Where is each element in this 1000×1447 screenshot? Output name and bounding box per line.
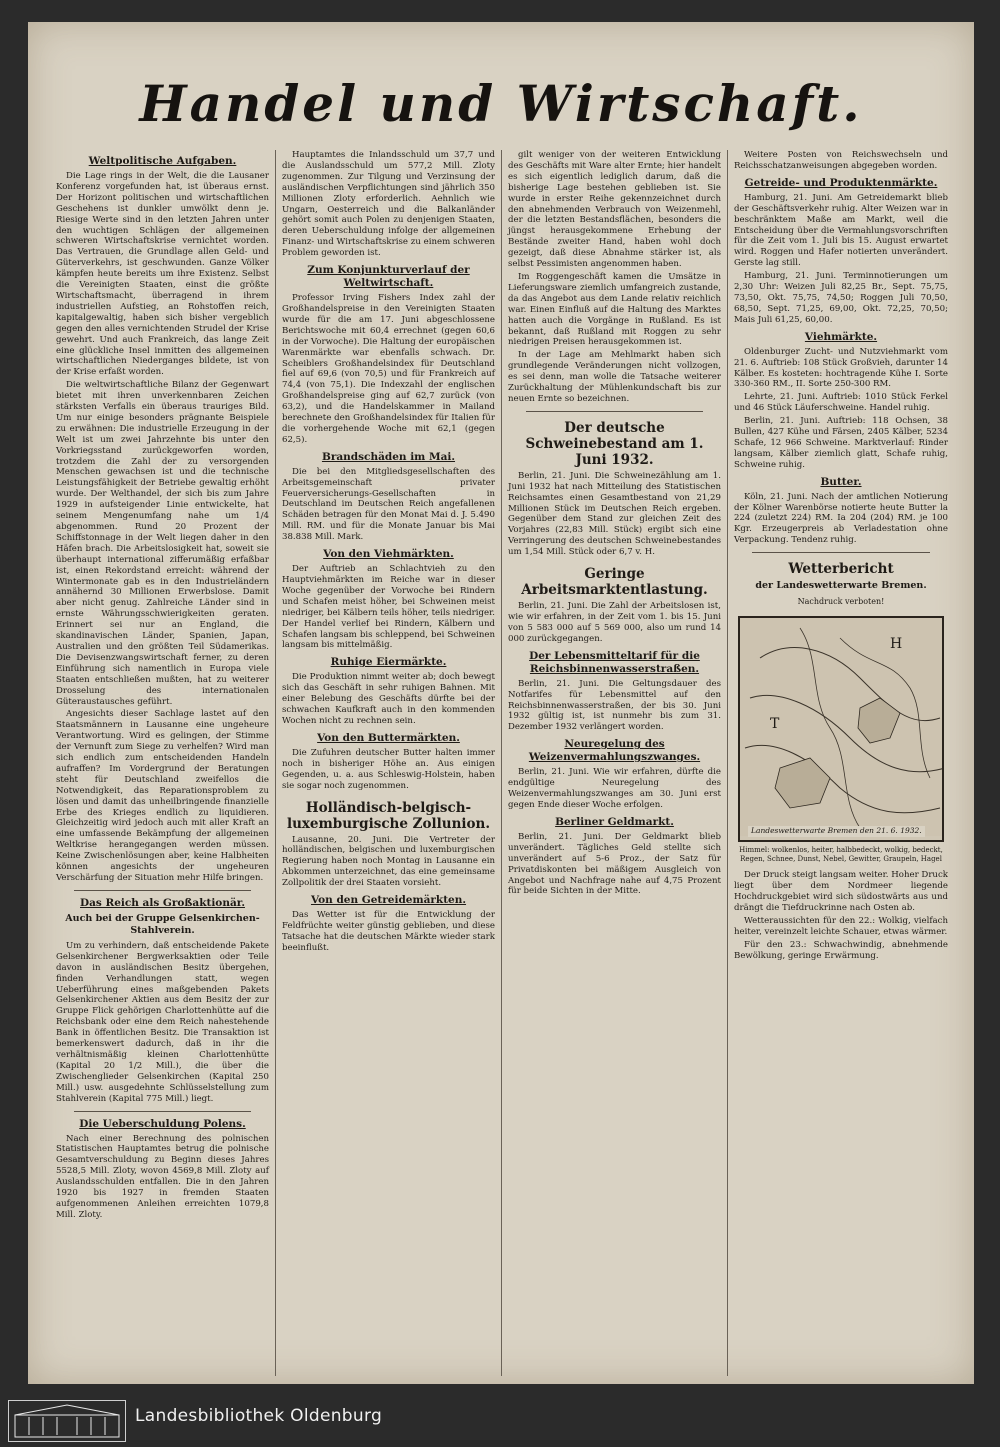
article-heading: Berliner Geldmarkt. xyxy=(555,815,674,828)
newspaper-page xyxy=(28,22,974,1384)
paragraph: Weitere Posten von Reichswechseln und Reichsschatzanweisungen abgegeben worden. xyxy=(734,150,948,171)
paragraph: Oldenburger Zucht- und Nutzviehmarkt vom 21. 6. Auftrieb: 108 Stück Großvieh, darunter 14 Kälber. Es kosteten: hochtragende Kühe I. Sorte 330-360 RM., II. Sorte 250-300 RM. xyxy=(734,346,948,390)
paragraph: In der Lage am Mehlmarkt haben sich grundlegende Veränderungen nicht vollzogen, es sei denn, man wolle die Tatsache weiterer Zurückhaltung der Mühlenkundschaft bis zur neuen Ernte so bezeichnen. xyxy=(508,350,721,404)
divider xyxy=(74,890,251,891)
article-heading: Ruhige Eiermärkte. xyxy=(330,656,447,669)
paragraph: Der Druck steigt langsam weiter. Hoher Druck liegt über dem Nordmeer liegende Hochdruckgebiet wird sich südostwärts aus und drängt die Tiefdruckrinne nach Osten ab. xyxy=(734,870,948,913)
paragraph: Die bei den Mitgliedsgesellschaften des Arbeitsgemeinschaft privater Feuerversicherungs-Gesellschaften in Deutschland im Deutschen Reich angefallenen Schäden betragen für den Monat Mai d. J. 5.490 Mill. RM. und für die Monate Januar bis Mai 38.838 Mill. Mark. xyxy=(282,466,495,543)
weather-heading: Wetterbericht xyxy=(788,561,894,578)
paragraph: Hamburg, 21. Juni. Terminnotierungen um 2,30 Uhr: Weizen Juli 82,25 Br., Sept. 75,75, 73,50, Okt. 75,75, 74,50; Roggen Juli 70,50, 68,50, Sept. 71,25, 69,00, Okt. 72,25, 70,50; Mais Juli 61,25, 60,00. xyxy=(734,271,948,325)
column-2 xyxy=(276,150,502,1376)
divider xyxy=(74,1111,251,1112)
paragraph: Der Auftrieb an Schlachtvieh zu den Hauptviehmärkten im Reiche war in dieser Woche gegenüber der Vorwoche bei Rindern und Schafen meist höher, bei Schweinen meist niedriger, bei Kälbern teils höher, teils niedriger. Der Handel verlief bei Rindern, Kälbern und Schafen langsam bis schleppend, bei Schweinen langsam bis mittelmäßig. xyxy=(282,564,495,651)
article-heading: Das Reich als Großaktionär. xyxy=(80,896,245,909)
article-heading: Butter. xyxy=(820,475,862,488)
divider xyxy=(752,552,930,553)
library-logo xyxy=(8,1400,126,1442)
paragraph: Lausanne, 20. Juni. Die Vertreter der holländischen, belgischen und luxemburgischen Regierung haben noch Montag in Lausanne ein Abkommen unterzeichnet, das eine gemeinsame Zollpolitik der drei Staaten vorsieht. xyxy=(282,834,495,889)
paragraph: Die Lage rings in der Welt, die die Lausaner Konferenz vorgefunden hat, ist überaus ernst. Der Horizont politischen und wirtschaftlichen Geschehens ist dunkler umwölkt denn je. Riesige Werte sind in den letzten Jahren unter den wuchtigen Schlägen der allgemeinen schweren Wirtschaftskrise vernichtet worden. Das Vertrauen, die Grundlage allen Geld- und Güterverkehrs, ist geschwunden. Ganze Völker kämpfen heute bereits um ihre Existenz. Selbst die Vereinigten Staaten, einst die größte Wirtschaftsmacht, überragend in ihrem industriellen Aufstieg, an Rohstoffen reich, kapitalgewaltig, haben sich bisher vergeblich gegen den alles vernichtenden Strudel der Krise gewehrt. Und auch Frankreich, das lange Zeit eine glückliche Insel inmitten des allgemeinen wirtschaftlichen Niederganges bildete, ist von der Krise erfaßt worden. xyxy=(56,171,269,378)
paragraph: Berlin, 21. Juni. Der Geldmarkt blieb unverändert. Tägliches Geld stellte sich unverändert auf 5-6 Proz., der Satz für Privatdiskonten bei mäßigem Ausgleich von Angebot und Nachfrage nahe auf 4,75 Prozent für beide Sichten in der Mitte. xyxy=(508,831,721,897)
article-heading: Zum Konjunkturverlauf der Weltwirtschaft. xyxy=(307,264,470,290)
paragraph: Hamburg, 21. Juni. Am Getreidemarkt blieb der Geschäftsverkehr ruhig. Alter Weizen war in beschränktem Maße am Markt, weil die Entscheidung über die Vermahlungsvorschriften für die Zeit vom 1. Juli bis 15. August erwartet wird. Roggen und Hafer notierten unverändert. Gerste lag still. xyxy=(734,192,948,269)
paragraph: Berlin, 21. Juni. Die Zahl der Arbeitslosen ist, wie wir erfahren, in der Zeit vom 1. bis 15. Juni von 5 583 000 auf 5 569 000, also um rund 14 000 zurückgegangen. xyxy=(508,601,721,644)
column-3 xyxy=(502,150,728,1376)
paragraph: Hauptamtes die Inlandsschuld um 37,7 und die Auslandsschuld um 577,2 Mill. Zloty zugenommen. Zur Tilgung und Verzinsung der ausländischen Verpflichtungen sind jährlich 350 Millionen Zloty erforderlich. Aehnlich wie Ungarn, Oesterreich und die Balkanländer gehört somit auch Polen zu denjenigen Staaten, deren Ueberschuldung infolge der allgemeinen Finanz- und Wirtschaftskrise zu einem schweren Problem geworden ist. xyxy=(282,150,495,259)
weather-map-graphic xyxy=(740,618,944,836)
library-name: Landesbibliothek Oldenburg xyxy=(135,1406,383,1426)
columns xyxy=(50,150,956,1376)
paragraph: gilt weniger von der weiteren Entwicklung des Geschäfts mit Ware alter Ernte; hier handelt es sich eigentlich lediglich darum, daß die bisherige Lage bestehen geblieben ist. Sie wurde in erster Reihe gekennzeichnet durch den abnehmenden Verbrauch von Weizenmehl, der die letzten Bestandsflächen, besonders die jüngst herausgekommene Erhebung der Bestände zweiter Hand, haben wohl doch gezeigt, daß diese Abnahme stärker ist, als selbst Pessimisten angenommen haben. xyxy=(508,150,721,270)
article-heading: Die Ueberschuldung Polens. xyxy=(79,1117,246,1130)
article-heading: Viehmärkte. xyxy=(804,330,878,343)
article-subheading: Auch bei der Gruppe Gelsenkirchen-Stahlverein. xyxy=(65,912,260,936)
article-heading: Getreide- und Produktenmärkte. xyxy=(744,176,938,189)
map-caption: Landeswetterwarte Bremen den 21. 6. 1932. xyxy=(748,826,925,837)
divider xyxy=(526,411,703,412)
paragraph: Für den 23.: Schwachwindig, abnehmende Bewölkung, geringe Erwärmung. xyxy=(734,939,948,961)
article-heading: Der deutsche Schweinebestand am 1. Juni 1932. xyxy=(525,419,704,468)
svg-text:H: H xyxy=(890,636,903,653)
svg-text:T: T xyxy=(770,716,780,733)
paragraph: Köln, 21. Juni. Nach der amtlichen Notierung der Kölner Warenbörse notierte heute Butter la 224 (zuletzt 224) RM. Ia 204 (204) RM. je 100 Kgr. Erzeugerpreis ab Verladestation ohne Verpackung. Tendenz ruhig. xyxy=(734,491,948,546)
paragraph: Um zu verhindern, daß entscheidende Pakete Gelsenkirchener Bergwerksaktien oder Teile davon in ausländischen Besitz übergehen, finden Verhandlungen statt, wegen Ueberführung eines maßgebenden Pakets Gelsenkirchener Aktien aus dem Besitz der zur Gruppe Flick gehörigen Charlottenhütte auf die Reichsbank oder eine dem Reich nahestehende Bank in öffentlichen Besitz. Die Transaktion ist bemerkenswert dadurch, daß in ihr die verhältnismäßig kleinen Charlottenhütte (Kapital 20 1/2 Mill.), die über die Zwischenglieder Gelsenkirchen (Kapital 250 Mill.) usw. ausgedehnte Schlüsselstellung zum Stahlverein (Kapital 775 Mill.) liegt. xyxy=(56,940,269,1104)
paragraph: Berlin, 21. Juni. Die Schweinezählung am 1. Juni 1932 hat nach Mitteilung des Statistischen Reichsamtes einen Gesamtbestand von 21,29 Millionen Stück im Deutschen Reich ergeben. Gegenüber dem Stand zur gleichen Zeit des Vorjahres (22,83 Mill. Stück) ergibt sich eine Verringerung des deutschen Schweinebestandes um 1,54 Mill. Stück oder 6,7 v. H. xyxy=(508,470,721,558)
paragraph: Angesichts dieser Sachlage lastet auf den Staatsmännern in Lausanne eine ungeheure Verantwortung. Wird es gelingen, der Stimme der Vernunft zum Siege zu verhelfen? Wird man sich endlich zum entscheidenden Handeln aufraffen? Im Vordergrund der Beratungen steht für Deutschland zweifellos die Notwendigkeit, das Reparationsproblem zu lösen und damit das unheilbringende finanzielle Erbe des Krieges endlich zu liquidieren. Gleichzeitig wird jedoch auch mit aller Kraft an eine umfassende Bekämpfung der allgemeinen Weltkrise herangegangen werden müssen. Keine Zwischenlösungen aber, keine Halbheiten können angesichts der ungeheuren Verschärfung der Situation mehr Hilfe bringen. xyxy=(56,709,269,883)
map-legend: Himmel: wolkenlos, heiter, halbbedeckt, wolkig, bedeckt, Regen, Schnee, Dunst, Nebel, Gewitter, Graupeln, Hagel xyxy=(739,846,943,864)
weather-map xyxy=(738,616,944,842)
article-heading: Von den Viehmärkten. xyxy=(323,548,454,561)
building-icon xyxy=(9,1401,125,1441)
paragraph: Das Wetter ist für die Entwicklung der Feldfrüchte weiter günstig geblieben, und diese Tatsache hat die deutschen Märkte wieder stark beeinflußt. xyxy=(282,910,495,953)
paragraph: Professor Irving Fishers Index zahl der Großhandelspreise in den Vereinigten Staaten wurde für die am 17. Juni abgeschlossene Berichtswoche mit 60,4 errechnet (gegen 60,6 in der Vorwoche). Die Haltung der europäischen Warenmärkte war ebenfalls schwach. Dr. Scheiblers Großhandelsindex für Deutschland fiel auf 69,6 (von 70,5) und für Frankreich auf 74,4 (von 75,1). Die Indexzahl der englischen Großhandelspreise ging auf 62,7 zurück (von 63,2), und die Handelskammer in Mailand berechnete den Großhandelsindex für Italien für die vorhergehende Woche mit 62,1 (gegen 62,5). xyxy=(282,293,495,445)
column-4 xyxy=(728,150,954,1376)
paragraph: Lehrte, 21. Juni. Auftrieb: 1010 Stück Ferkel und 46 Stück Läuferschweine. Handel ruhig. xyxy=(734,392,948,414)
paragraph: Wetteraussichten für den 22.: Wolkig, vielfach heiter, vereinzelt leichte Schauer, etwas wärmer. xyxy=(734,915,948,937)
paragraph: Die weltwirtschaftliche Bilanz der Gegenwart bietet mit ihren unverkennbaren Zeichen stärksten Verfalls ein überaus trauriges Bild. Um nur einige besonders prägnante Beispiele zu erwähnen: Die industrielle Erzeugung in der Welt ist um zwei Jahrzehnte bis unter den Vorkriegsstand zurückgeworfen worden, trotzdem die Zahl der zu versorgenden Menschen gewachsen ist und die technische Leistungsfähigkeit der Betriebe gewaltig erhöht wurde. Der Welthandel, der sich bis zum Jahre 1929 in aufsteigender Linie entwickelte, hat seinem Mengenumfang nahe um 1/4 abgenommen. Rund 20 Prozent der Schiffstonnage in der Welt liegen daher in den Häfen brach. Die Arbeitslosigkeit hat, soweit sie überhaupt international zifferumäßig erfaßbar ist, einen Rekordstand erreicht: während der Wintermonate gab es in den Industrieländern annähernd 30 Millionen Erwerbslose. Damit aber nicht genug. Zahlreiche Länder sind in ernste Währungsschwierigkeiten geraten. Erinnert sei nur an England, die skandinavischen Länder, Spanien, Japan, Australien und den größten Teil Südamerikas. Die Devisenzwangswirtschaft ferner, zu deren Einführung sich namentlich in Europa viele Staaten entschließen mußten, hat zu weiterer Drosselung des internationalen Güteraustausches geführt. xyxy=(56,380,269,707)
copyright-note: Nachdruck verboten! xyxy=(797,597,885,607)
article-heading: Der Lebensmitteltarif für die Reichsbinnenwasserstraßen. xyxy=(529,649,700,675)
footer-bar xyxy=(0,1392,1000,1447)
article-heading: Weltpolitische Aufgaben. xyxy=(88,155,237,167)
page-title: Handel und Wirtschaft. xyxy=(139,74,863,133)
paragraph: Berlin, 21. Juni. Auftrieb: 118 Ochsen, 38 Bullen, 427 Kühe und Färsen, 2405 Kälber, 5234 Schafe, 12 966 Schweine. Marktverlauf: Rinder langsam, Kälber ziemlich glatt, Schafe ruhig, Schweine ruhig. xyxy=(734,416,948,470)
article-heading: Von den Buttermärkten. xyxy=(317,731,460,744)
article-heading: Geringe Arbeitsmarktentlastung. xyxy=(521,566,708,599)
paragraph: Berlin, 21. Juni. Die Geltungsdauer des Notfarifes für Lebensmittel auf den Reichsbinnenwasserstraßen, der bis 30. Juni 1932 gültig ist, ist nunmehr bis zum 31. Dezember 1932 verlängert worden. xyxy=(508,678,721,733)
paragraph: Nach einer Berechnung des polnischen Statistischen Hauptamtes betrug die polnische Gesamtverschuldung zu Beginn dieses Jahres 5528,5 Mill. Zloty, wovon 4569,8 Mill. Zloty auf Auslandsschulden entfallen. Die in den Jahren 1920 bis 1927 in fremden Staaten aufgenommenen Anleihen erreichten 1079,8 Mill. Zloty. xyxy=(56,1133,269,1220)
weather-subheading: der Landeswetterwarte Bremen. xyxy=(755,580,927,592)
article-heading: Von den Getreidemärkten. xyxy=(310,894,467,907)
article-heading: Brandschäden im Mai. xyxy=(321,450,456,463)
article-heading: Neuregelung des Weizenvermahlungszwanges. xyxy=(528,738,701,764)
paragraph: Die Zufuhren deutscher Butter halten immer noch in bisheriger Höhe an. Aus einigen Gegenden, u. a. aus Schleswig-Holstein, haben sie sogar noch zugenommen. xyxy=(282,747,495,791)
paragraph: Die Produktion nimmt weiter ab; doch bewegt sich das Geschäft in sehr ruhigen Bahnen. Mit einer Belebung des Geschäfts dürfte bei der schwachen Kaufkraft auch in den kommenden Wochen nicht zu rechnen sein. xyxy=(282,672,495,726)
article-heading: Holländisch-belgisch-luxemburgische Zollunion. xyxy=(286,799,491,832)
column-1 xyxy=(50,150,276,1376)
paragraph: Im Roggengeschäft kamen die Umsätze in Lieferungsware ziemlich umfangreich zustande, da das Angebot aus dem Lande relativ reichlich war. Einen Einfluß auf die Haltung des Marktes hatten auch die Vorgänge in Rußland. Es ist bekannt, daß Rußland mit Roggen zu sehr niedrigen Preisen herausgekommen ist. xyxy=(508,271,721,348)
paragraph: Berlin, 21. Juni. Wie wir erfahren, dürfte die endgültige Neuregelung des Weizenvermahlungszwanges am 30. Juni erst gegen Ende dieser Woche erfolgen. xyxy=(508,767,721,810)
